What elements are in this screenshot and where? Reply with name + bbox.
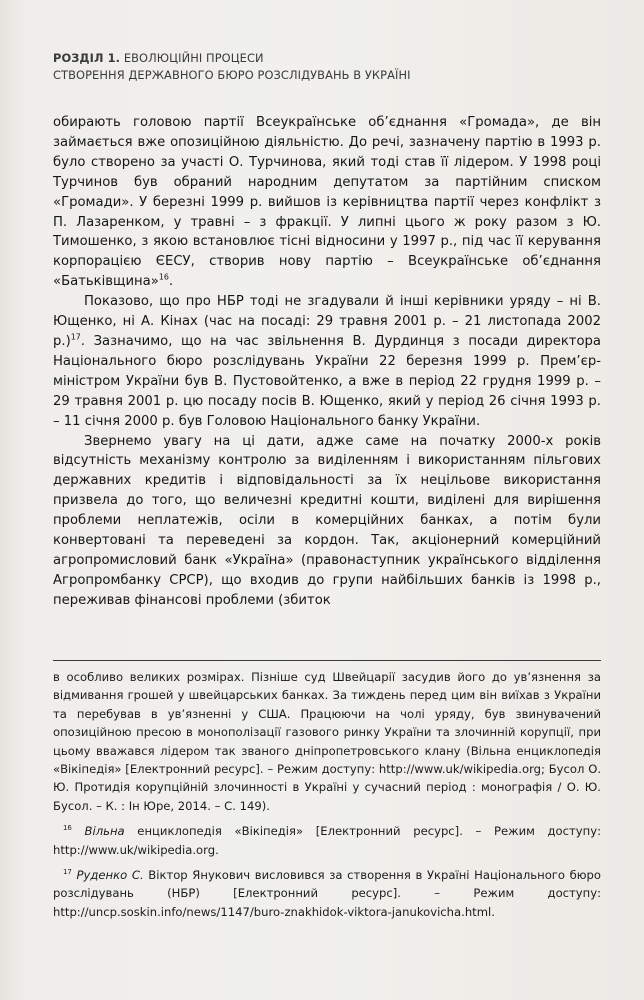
main-text <box>53 113 601 611</box>
footnote-16-text: енциклопедія «Вікіпедія» [Електронний ресурс]. – Режим доступу: http://www.uk/wikipedia.org. <box>53 824 601 857</box>
footnote-ref-17[interactable]: 17 <box>70 332 81 342</box>
paragraph-1 <box>53 113 601 292</box>
paragraph-2-text: Показово, що про НБР тоді не згадували й інші керівники уряду – ні В. Ющенко, ні А. Кінах (час на посаді: 29 травня 2001 р. – 21 листопада 2002 р.) <box>53 294 601 349</box>
paragraph-2-end: . Зазначимо, що на час звільнення В. Дурдинця з посади директора Національного бюро розслідувань України 22 березня 1999 р. Прем’єр-міністром України був В. Пустовойтенко, а вже в період 22 грудня 1999 р. – 29 травня 2001 р. цю посаду посів В. Ющенко, який у період 26 січня 1993 р. – 11 січня 2000 р. був Головою Національного банку України. <box>53 333 601 429</box>
book-subtitle: СТВОРЕННЯ ДЕРЖАВНОГО БЮРО РОЗСЛІДУВАНЬ В УКРАЇНІ <box>53 68 411 82</box>
footnotes <box>53 668 601 921</box>
footnote-17 <box>53 866 601 921</box>
footnote-16-number: 16 <box>63 824 72 833</box>
footnote-17-text: Віктор Янукович висловився за створення в Україні Національного бюро розслідувань (НБР) [Електронний ресурс]. – Режим доступу: http://uncp.soskin.info/news/1147/buro-znakhidok-viktora-janukovicha.html. <box>53 868 601 919</box>
footnote-continued: в особливо великих розмірах. Пізніше суд Швейцарії засудив його до ув’язнення за відмивання грошей у швейцарських банках. За тиждень перед цим він виїхав з України та перебував в ув’язненні у США. Працюючи на чолі уряду, був звинувачений опозиційною пресою в монополізації газового ринку України та злочинній корупції, при цьому вважався лідером так званого дніпропетровського клану (Вільна енциклопедія «Вікіпедія» [Електронний ресурс]. – Режим доступу: http://www.uk/wikipedia.org; Бусол О. Ю. Протидія корупційній злочинності в Україні у сучасний період : монографія / О. Ю. Бусол. – К. : Ін Юре, 2014. – С. 149). <box>53 670 601 813</box>
paragraph-1-text: обирають головою партії Всеукраїнське об’єднання «Громада», де він займається вже опозиційною діяльністю. До речі, зазначену партію в 1993 р. було створено за участі О. Турчинова, який тоді став її лідером. У 1998 році Турчинов був обраний народним депутатом за партійним списком «Громади». У березні 1999 р. вийшов із керівництва партії через конфлікт з П. Лазаренком, у травні – з фракції. У липні цього ж року разом з Ю. Тимошенко, з якою встановлює тісні відносини у 1997 р., під час її керування корпорацією ЄЕСУ, створив нову партію – Всеукраїнське об’єднання «Батьківщина» <box>53 115 601 290</box>
footnote-17-author: Руденко С. <box>76 868 144 883</box>
chapter-title: ЕВОЛЮЦІЙНІ ПРОЦЕСИ <box>123 51 264 65</box>
footnote-16-author: Вільна <box>84 824 125 839</box>
paragraph-3: Звернемо увагу на ці дати, адже саме на початку 2000-х років відсутність механізму контролю за виділенням і використанням пільгових державних кредитів і відповідальності за їх нецільове використання призвела до того, що величезні кредитні кошти, виділені для вирішення проблеми неплатежів, осіли в комерційних банках, а потім були конвертовані та переведені за кордон. Так, акціонерний комерційний агропромисловий банк «Україна» (правонаступник українського відділення Агропромбанку СРСР), що входив до групи найбільших банків із 1998 р., переживав фінансові проблеми (збиток <box>53 433 601 608</box>
footnote-17-number: 17 <box>63 868 72 877</box>
paragraph-2 <box>53 292 601 431</box>
footnote-16 <box>53 822 601 859</box>
chapter-line <box>53 50 593 67</box>
chapter-number: РОЗДІЛ 1. <box>53 51 121 65</box>
footnote-ref-16[interactable]: 16 <box>158 272 169 282</box>
footnote-divider <box>53 660 601 661</box>
running-head <box>53 50 593 84</box>
paragraph-1-end: . <box>168 274 174 290</box>
